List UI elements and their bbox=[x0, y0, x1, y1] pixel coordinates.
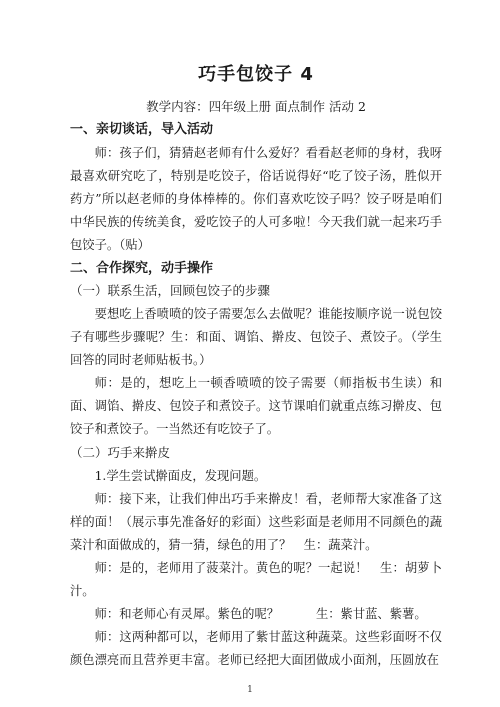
subsection-heading-1: （一）联系生活，回顾包饺子的步骤 bbox=[70, 283, 271, 298]
paragraph-step-1: 1.学生尝试擀面皮，发现问题。 bbox=[94, 469, 267, 483]
paragraph-nutrition: 师：这两种都可以，老师用了紫甘蓝这种蔬菜。这些彩面呀不仅颜色漂亮而且营养更丰富。老师已经把大面团做成小面剂，压圆放在 bbox=[70, 630, 442, 667]
document-title: 巧手包饺子 4 bbox=[198, 64, 314, 85]
paragraph-teacher-summary: 师：是的，想吃上一顿香喷喷的饺子需要（师指板书生读）和面、调馅、擀皮、包饺子和煮饺子。这节课咱们就重点练习擀皮、包饺子和煮饺子。一当然还有吃饺子了。 bbox=[70, 376, 442, 436]
section-heading-2: 二、合作探究，动手操作 bbox=[70, 261, 214, 276]
paragraph-steps: 要想吃上香喷喷的饺子需要怎么去做呢？谁能按顺序说一说包饺子有哪些步骤呢？生：和面、调馅、擀皮、包饺子、煮饺子。（学生回答的同时老师贴板书。） bbox=[70, 307, 442, 367]
teaching-content-line: 教学内容：四年级上册 面点制作 活动 2 bbox=[146, 99, 366, 114]
paragraph-intro: 师：孩子们，猜猜赵老师有什么爱好？看看赵老师的身材，我呀最喜欢研究吃了，特别是吃饺子，俗话说得好“吃了饺子汤，胜似开药方”所以赵老师的身体棒棒的。你们喜欢吃饺子吗？饺子呀是咱们中华民族的传统美食，爱吃饺子的人可多啦！今天我们就一起来巧手包饺子。（贴） bbox=[70, 146, 442, 252]
paragraph-colored-dough: 师：接下来，让我们伸出巧手来擀皮！看，老师帮大家准备了这样的面！（展示事先准备好的彩面）这些彩面是老师用不同颜色的蔬菜汁和面做成的，猜一猜，绿色的用了？ 生：蔬菜汁。 bbox=[70, 492, 442, 552]
section-heading-1: 一、亲切谈话，导入活动 bbox=[70, 122, 214, 137]
paragraph-purple: 师：和老师心有灵犀。紫色的呢？ 生：紫甘蓝、紫薯。 bbox=[94, 607, 427, 621]
subsection-heading-2: （二）巧手来擀皮 bbox=[70, 445, 171, 460]
paragraph-spinach: 师：是的，老师用了菠菜汁。黄色的呢？一起说！ 生：胡萝卜汁。 bbox=[70, 561, 442, 598]
page-number: 1 bbox=[247, 685, 253, 695]
